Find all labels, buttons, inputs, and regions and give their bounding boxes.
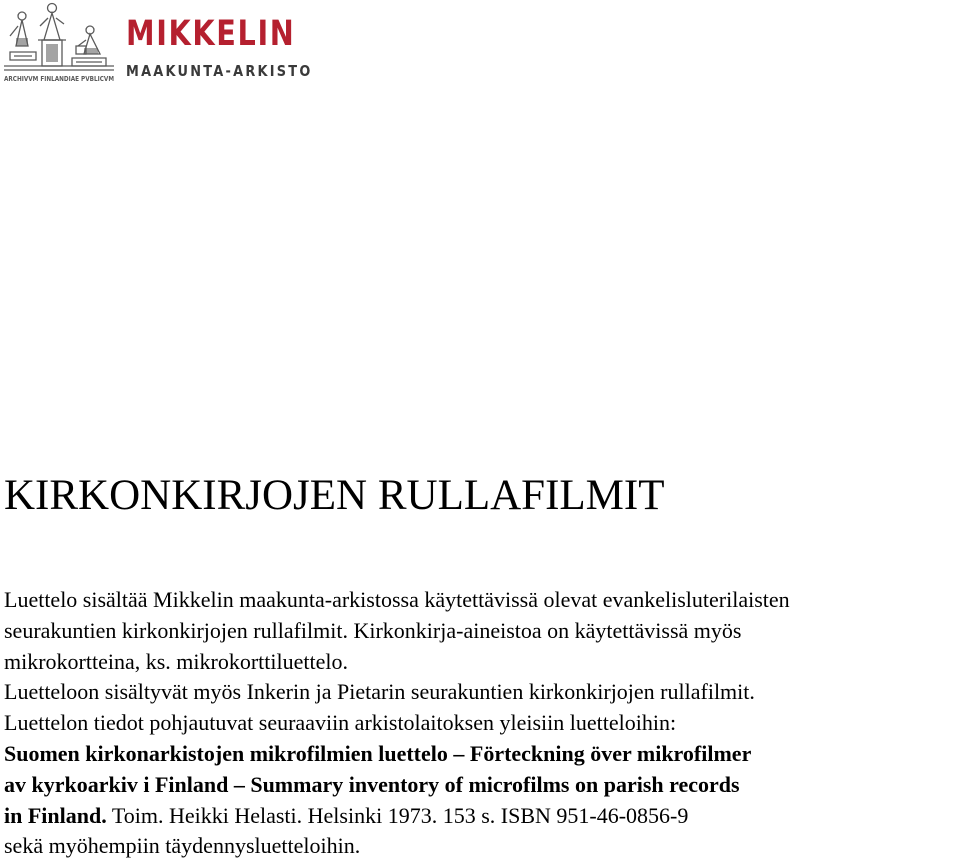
reference-details-line: [4, 801, 954, 832]
reference-title-line: av kyrkoarkiv i Finland – Summary inventory of microfilms on parish records: [4, 771, 740, 797]
emblem-motto: ARCHIVVM FINLANDIAE PVBLICVM: [4, 75, 115, 83]
reference-title-line: Suomen kirkonarkistojen mikrofilmien luettelo – Förteckning över mikrofilmer: [4, 740, 752, 766]
archive-emblem-icon: [2, 0, 116, 84]
body-line: sekä myöhempiin täydennysluetteloihin.: [4, 833, 361, 859]
body-line: Luettelon tiedot pohjautuvat seuraaviin arkistolaitoksen yleisiin luetteloihin:: [4, 710, 677, 736]
body-line: mikrokortteina, ks. mikrokorttiluettelo.: [4, 648, 348, 674]
body-line: Luettelo sisältää Mikkelin maakunta-arkistossa käytettävissä olevat evankelisluterilaisten: [4, 587, 790, 612]
body-line: Luetteloon sisältyvät myös Inkerin ja Pietarin seurakuntien kirkonkirjojen rullafilmit.: [4, 679, 755, 705]
archive-logo: [2, 0, 312, 86]
reference-title-end: in Finland.: [4, 802, 107, 828]
logo-subtitle: MAAKUNTA-ARKISTO: [126, 62, 313, 80]
reference-details: Toim. Heikki Helasti. Helsinki 1973. 153 s. ISBN 951-46-0856-9: [106, 802, 689, 828]
body-line: seurakuntien kirkonkirjojen rullafilmit. Kirkonkirja-aineistoa on käytettävissä myös: [4, 617, 742, 643]
logo-name: MIKKELIN: [126, 14, 296, 54]
document-body: [4, 585, 954, 862]
page-title: KIRKONKIRJOJEN RULLAFILMIT: [4, 472, 665, 519]
